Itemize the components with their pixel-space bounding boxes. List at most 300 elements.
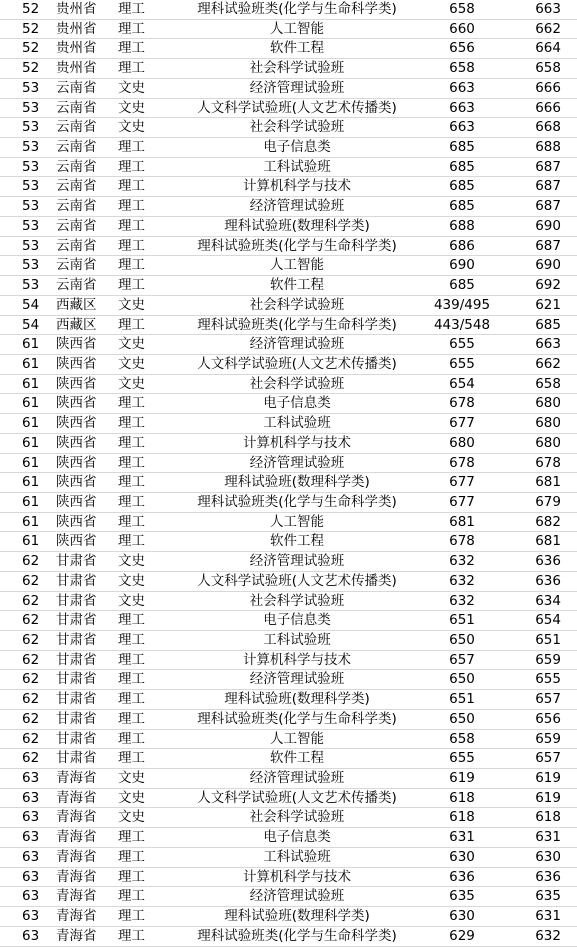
table-row [0,118,577,138]
table-row [0,650,577,670]
max-score-cell: 630 [502,847,577,867]
max-score-cell: 687 [502,236,577,256]
major-cell: 理科试验班类(化学与生命科学类) [172,0,422,19]
major-cell: 人工智能 [172,256,422,276]
category-cell: 理工 [112,611,172,631]
min-score-cell: 677 [422,492,502,512]
table-row [0,571,577,591]
category-cell: 文史 [112,591,172,611]
province-cell: 青海省 [50,847,112,867]
category-cell: 理工 [112,473,172,493]
max-score-cell: 658 [502,59,577,79]
table-row [0,709,577,729]
max-score-cell: 685 [502,315,577,335]
table-row [0,197,577,217]
min-score-cell: 686 [422,236,502,256]
min-score-cell: 618 [422,808,502,828]
major-cell: 人工智能 [172,729,422,749]
major-cell: 软件工程 [172,749,422,769]
min-score-cell: 685 [422,177,502,197]
province-code-cell: 53 [0,276,50,296]
province-cell: 贵州省 [50,39,112,59]
province-code-cell: 61 [0,473,50,493]
province-cell: 陕西省 [50,532,112,552]
category-cell: 理工 [112,39,172,59]
major-cell: 工科试验班 [172,847,422,867]
category-cell: 理工 [112,19,172,39]
category-cell: 理工 [112,867,172,887]
category-cell: 理工 [112,276,172,296]
min-score-cell: 650 [422,631,502,651]
max-score-cell: 680 [502,394,577,414]
category-cell: 理工 [112,256,172,276]
max-score-cell: 635 [502,887,577,907]
table-row [0,39,577,59]
major-cell: 社会科学试验班 [172,295,422,315]
table-row [0,374,577,394]
category-cell: 文史 [112,118,172,138]
major-cell: 工科试验班 [172,157,422,177]
province-code-cell: 62 [0,631,50,651]
min-score-cell: 656 [422,39,502,59]
category-cell: 理工 [112,394,172,414]
province-cell: 陕西省 [50,473,112,493]
province-code-cell: 63 [0,808,50,828]
max-score-cell: 632 [502,926,577,946]
category-cell: 理工 [112,59,172,79]
min-score-cell: 631 [422,828,502,848]
major-cell: 软件工程 [172,39,422,59]
province-cell: 青海省 [50,867,112,887]
province-cell: 甘肃省 [50,749,112,769]
province-code-cell: 63 [0,907,50,927]
major-cell: 计算机科学与技术 [172,177,422,197]
province-cell: 贵州省 [50,0,112,19]
province-cell: 甘肃省 [50,670,112,690]
min-score-cell: 685 [422,197,502,217]
max-score-cell: 680 [502,414,577,434]
max-score-cell: 679 [502,492,577,512]
table-row [0,0,577,19]
table-row [0,512,577,532]
major-cell: 人文科学试验班(人文艺术传播类) [172,788,422,808]
province-code-cell: 53 [0,118,50,138]
province-code-cell: 62 [0,650,50,670]
major-cell: 理科试验班(数理科学类) [172,473,422,493]
table-row [0,453,577,473]
max-score-cell: 664 [502,39,577,59]
min-score-cell: 632 [422,591,502,611]
category-cell: 理工 [112,315,172,335]
min-score-cell: 654 [422,374,502,394]
province-cell: 青海省 [50,887,112,907]
province-code-cell: 63 [0,867,50,887]
major-cell: 理科试验班(数理科学类) [172,907,422,927]
max-score-cell: 659 [502,729,577,749]
table-row [0,335,577,355]
table-row [0,552,577,572]
max-score-cell: 666 [502,78,577,98]
province-code-cell: 63 [0,788,50,808]
table-row [0,59,577,79]
table-row [0,177,577,197]
major-cell: 理科试验班类(化学与生命科学类) [172,926,422,946]
max-score-cell: 687 [502,177,577,197]
major-cell: 理科试验班(数理科学类) [172,690,422,710]
max-score-cell: 662 [502,19,577,39]
min-score-cell: 678 [422,532,502,552]
province-code-cell: 52 [0,39,50,59]
major-cell: 理科试验班类(化学与生命科学类) [172,315,422,335]
province-code-cell: 52 [0,19,50,39]
province-cell: 甘肃省 [50,690,112,710]
major-cell: 电子信息类 [172,611,422,631]
province-code-cell: 61 [0,433,50,453]
province-cell: 甘肃省 [50,611,112,631]
min-score-cell: 632 [422,571,502,591]
major-cell: 电子信息类 [172,138,422,158]
min-score-cell: 688 [422,216,502,236]
table-row [0,670,577,690]
province-code-cell: 61 [0,414,50,434]
min-score-cell: 439/495 [422,295,502,315]
category-cell: 理工 [112,749,172,769]
province-code-cell: 54 [0,315,50,335]
province-cell: 甘肃省 [50,709,112,729]
max-score-cell: 692 [502,276,577,296]
major-cell: 理科试验班(数理科学类) [172,216,422,236]
province-cell: 甘肃省 [50,552,112,572]
province-cell: 陕西省 [50,492,112,512]
category-cell: 理工 [112,709,172,729]
max-score-cell: 657 [502,690,577,710]
table-row [0,808,577,828]
major-cell: 经济管理试验班 [172,552,422,572]
major-cell: 经济管理试验班 [172,887,422,907]
table-row [0,828,577,848]
province-code-cell: 53 [0,98,50,118]
category-cell: 文史 [112,769,172,789]
max-score-cell: 680 [502,433,577,453]
major-cell: 理科试验班类(化学与生命科学类) [172,236,422,256]
major-cell: 理科试验班类(化学与生命科学类) [172,709,422,729]
major-cell: 人文科学试验班(人文艺术传播类) [172,354,422,374]
province-code-cell: 61 [0,512,50,532]
major-cell: 经济管理试验班 [172,670,422,690]
max-score-cell: 657 [502,749,577,769]
province-code-cell: 52 [0,0,50,19]
max-score-cell: 663 [502,0,577,19]
province-cell: 云南省 [50,78,112,98]
category-cell: 理工 [112,650,172,670]
province-code-cell: 62 [0,709,50,729]
major-cell: 社会科学试验班 [172,591,422,611]
province-code-cell: 52 [0,59,50,79]
category-cell: 文史 [112,354,172,374]
province-code-cell: 62 [0,729,50,749]
province-code-cell: 62 [0,611,50,631]
province-code-cell: 62 [0,749,50,769]
max-score-cell: 655 [502,670,577,690]
table-row [0,473,577,493]
max-score-cell: 666 [502,98,577,118]
major-cell: 人文科学试验班(人文艺术传播类) [172,98,422,118]
province-code-cell: 61 [0,374,50,394]
min-score-cell: 651 [422,611,502,631]
min-score-cell: 685 [422,138,502,158]
category-cell: 理工 [112,197,172,217]
major-cell: 计算机科学与技术 [172,433,422,453]
major-cell: 计算机科学与技术 [172,650,422,670]
category-cell: 文史 [112,78,172,98]
max-score-cell: 636 [502,552,577,572]
major-cell: 经济管理试验班 [172,335,422,355]
min-score-cell: 636 [422,867,502,887]
table-row [0,19,577,39]
major-cell: 理科试验班类(化学与生命科学类) [172,492,422,512]
table-row [0,532,577,552]
category-cell: 文史 [112,552,172,572]
category-cell: 文史 [112,335,172,355]
max-score-cell: 668 [502,118,577,138]
category-cell: 文史 [112,374,172,394]
province-cell: 陕西省 [50,354,112,374]
category-cell: 理工 [112,433,172,453]
province-cell: 陕西省 [50,374,112,394]
province-cell: 甘肃省 [50,631,112,651]
table-row [0,315,577,335]
min-score-cell: 685 [422,157,502,177]
min-score-cell: 630 [422,847,502,867]
table-row [0,769,577,789]
max-score-cell: 687 [502,197,577,217]
min-score-cell: 635 [422,887,502,907]
major-cell: 工科试验班 [172,414,422,434]
province-code-cell: 53 [0,256,50,276]
max-score-cell: 636 [502,867,577,887]
min-score-cell: 655 [422,749,502,769]
table-row [0,433,577,453]
province-code-cell: 53 [0,157,50,177]
major-cell: 软件工程 [172,532,422,552]
max-score-cell: 663 [502,335,577,355]
category-cell: 理工 [112,177,172,197]
category-cell: 理工 [112,532,172,552]
province-cell: 云南省 [50,98,112,118]
max-score-cell: 621 [502,295,577,315]
category-cell: 理工 [112,236,172,256]
major-cell: 计算机科学与技术 [172,867,422,887]
category-cell: 文史 [112,788,172,808]
province-code-cell: 53 [0,236,50,256]
min-score-cell: 681 [422,512,502,532]
province-code-cell: 62 [0,670,50,690]
table-row [0,295,577,315]
table-row [0,138,577,158]
province-cell: 甘肃省 [50,729,112,749]
category-cell: 理工 [112,907,172,927]
category-cell: 文史 [112,295,172,315]
province-code-cell: 63 [0,769,50,789]
major-cell: 经济管理试验班 [172,769,422,789]
category-cell: 理工 [112,847,172,867]
major-cell: 电子信息类 [172,394,422,414]
table-row [0,690,577,710]
major-cell: 人工智能 [172,19,422,39]
table-row [0,98,577,118]
major-cell: 经济管理试验班 [172,78,422,98]
max-score-cell: 654 [502,611,577,631]
max-score-cell: 619 [502,788,577,808]
major-cell: 软件工程 [172,276,422,296]
category-cell: 文史 [112,571,172,591]
category-cell: 理工 [112,512,172,532]
province-code-cell: 63 [0,847,50,867]
table-row [0,256,577,276]
province-cell: 云南省 [50,236,112,256]
min-score-cell: 443/548 [422,315,502,335]
province-code-cell: 61 [0,532,50,552]
min-score-cell: 663 [422,118,502,138]
province-cell: 青海省 [50,808,112,828]
province-cell: 陕西省 [50,394,112,414]
province-cell: 甘肃省 [50,591,112,611]
province-cell: 青海省 [50,926,112,946]
major-cell: 社会科学试验班 [172,118,422,138]
table-row [0,847,577,867]
max-score-cell: 651 [502,631,577,651]
province-code-cell: 61 [0,492,50,512]
table-row [0,729,577,749]
min-score-cell: 663 [422,98,502,118]
table-row [0,591,577,611]
province-code-cell: 53 [0,78,50,98]
max-score-cell: 682 [502,512,577,532]
province-code-cell: 61 [0,453,50,473]
min-score-cell: 650 [422,670,502,690]
category-cell: 理工 [112,414,172,434]
category-cell: 文史 [112,808,172,828]
province-cell: 青海省 [50,828,112,848]
max-score-cell: 634 [502,591,577,611]
min-score-cell: 650 [422,709,502,729]
min-score-cell: 629 [422,926,502,946]
max-score-cell: 658 [502,374,577,394]
table-row [0,611,577,631]
table-row [0,887,577,907]
province-cell: 贵州省 [50,59,112,79]
province-code-cell: 54 [0,295,50,315]
min-score-cell: 655 [422,335,502,355]
max-score-cell: 659 [502,650,577,670]
major-cell: 经济管理试验班 [172,453,422,473]
max-score-cell: 687 [502,157,577,177]
province-code-cell: 61 [0,354,50,374]
table-row [0,631,577,651]
min-score-cell: 658 [422,729,502,749]
table-row [0,492,577,512]
min-score-cell: 663 [422,78,502,98]
category-cell: 理工 [112,828,172,848]
category-cell: 理工 [112,729,172,749]
min-score-cell: 619 [422,769,502,789]
province-cell: 云南省 [50,157,112,177]
province-cell: 云南省 [50,138,112,158]
province-cell: 青海省 [50,788,112,808]
min-score-cell: 660 [422,19,502,39]
category-cell: 理工 [112,138,172,158]
major-cell: 电子信息类 [172,828,422,848]
category-cell: 理工 [112,690,172,710]
min-score-cell: 630 [422,907,502,927]
province-code-cell: 53 [0,216,50,236]
min-score-cell: 658 [422,59,502,79]
province-cell: 西藏区 [50,315,112,335]
province-code-cell: 61 [0,394,50,414]
province-cell: 青海省 [50,769,112,789]
table-row [0,276,577,296]
min-score-cell: 657 [422,650,502,670]
max-score-cell: 619 [502,769,577,789]
min-score-cell: 677 [422,414,502,434]
province-code-cell: 63 [0,926,50,946]
province-code-cell: 53 [0,138,50,158]
province-cell: 云南省 [50,177,112,197]
min-score-cell: 618 [422,788,502,808]
max-score-cell: 636 [502,571,577,591]
min-score-cell: 658 [422,0,502,19]
major-cell: 人工智能 [172,512,422,532]
category-cell: 理工 [112,157,172,177]
min-score-cell: 685 [422,276,502,296]
min-score-cell: 677 [422,473,502,493]
province-cell: 陕西省 [50,512,112,532]
category-cell: 理工 [112,216,172,236]
province-code-cell: 62 [0,591,50,611]
province-cell: 贵州省 [50,19,112,39]
province-code-cell: 63 [0,828,50,848]
province-cell: 青海省 [50,907,112,927]
category-cell: 理工 [112,631,172,651]
major-cell: 社会科学试验班 [172,374,422,394]
min-score-cell: 678 [422,453,502,473]
province-code-cell: 53 [0,197,50,217]
max-score-cell: 681 [502,532,577,552]
table-row [0,236,577,256]
province-cell: 陕西省 [50,335,112,355]
province-cell: 云南省 [50,276,112,296]
max-score-cell: 688 [502,138,577,158]
max-score-cell: 678 [502,453,577,473]
max-score-cell: 690 [502,256,577,276]
table-row [0,867,577,887]
province-cell: 甘肃省 [50,571,112,591]
max-score-cell: 631 [502,907,577,927]
category-cell: 理工 [112,492,172,512]
province-cell: 云南省 [50,216,112,236]
category-cell: 理工 [112,887,172,907]
table-row [0,354,577,374]
province-code-cell: 61 [0,335,50,355]
province-code-cell: 62 [0,552,50,572]
table-row [0,394,577,414]
table-row [0,78,577,98]
table-row [0,788,577,808]
province-cell: 云南省 [50,197,112,217]
major-cell: 社会科学试验班 [172,808,422,828]
province-code-cell: 62 [0,690,50,710]
min-score-cell: 690 [422,256,502,276]
